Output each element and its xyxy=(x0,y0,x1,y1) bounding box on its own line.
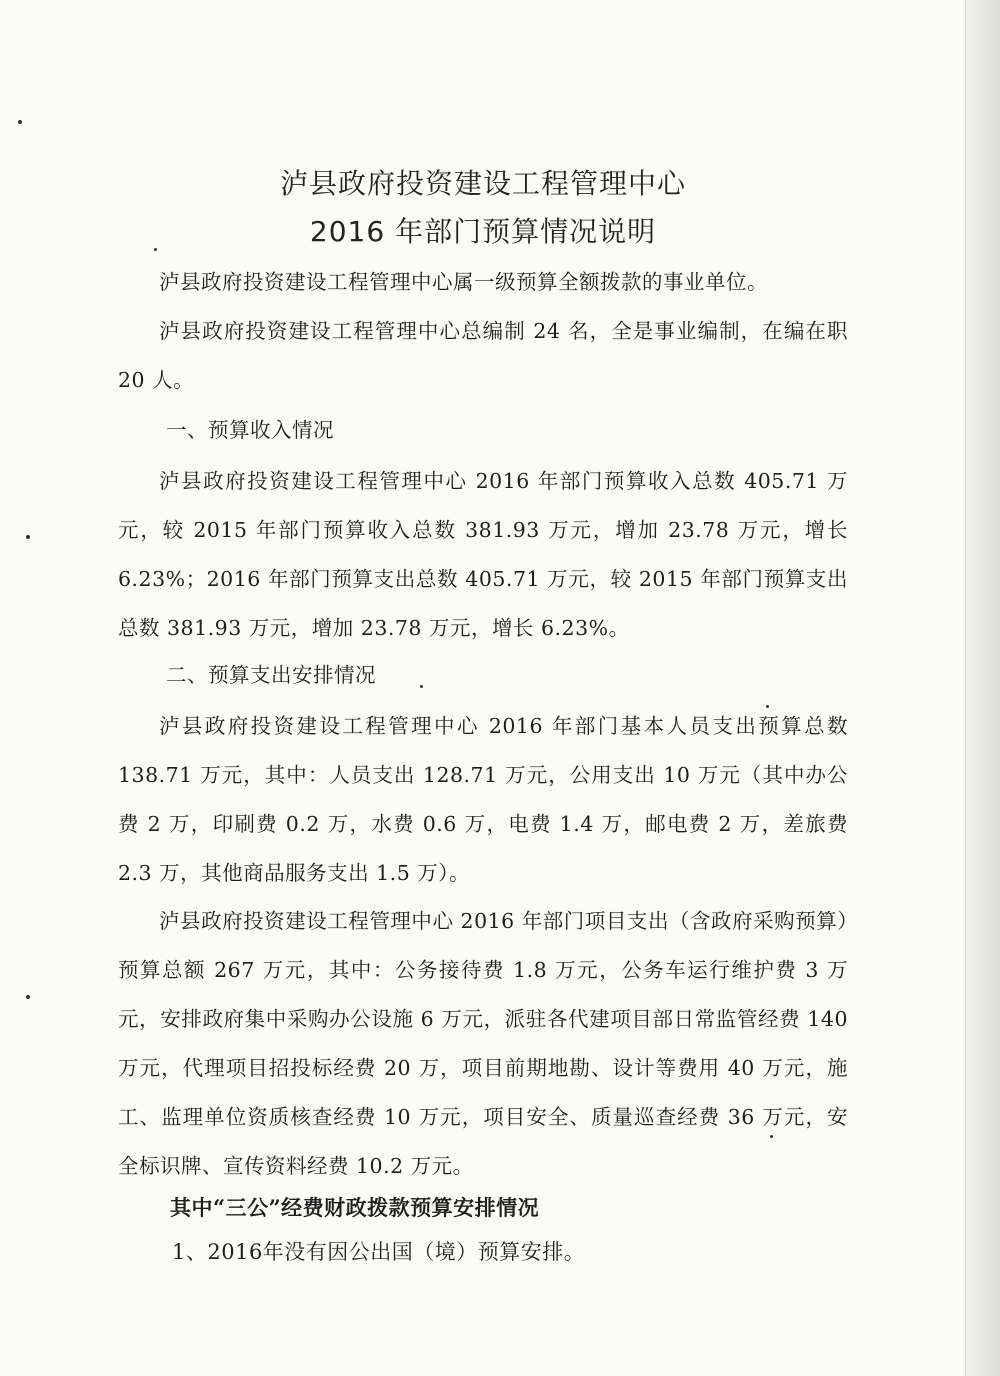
scan-speck xyxy=(18,120,22,124)
scan-speck xyxy=(26,535,30,539)
intro-paragraph-1: 泸县政府投资建设工程管理中心属一级预算全额拨款的事业单位。 xyxy=(159,270,768,294)
section3-heading: 其中“三公”经费财政拨款预算安排情况 xyxy=(170,1195,540,1220)
document-title-line1: 泸县政府投资建设工程管理中心 xyxy=(279,167,686,200)
scan-speck xyxy=(420,685,423,688)
section2-heading: 二、预算支出安排情况 xyxy=(166,663,376,687)
document-title-line2: 2016 年部门预算情况说明 xyxy=(309,215,657,248)
section1-body: 泸县政府投资建设工程管理中心 2016 年部门预算收入总数 405.71 万元，较 2015 年部门预算收入总数 381.93 万元，增加 23.78 万元，增长 6.23%；2016 年部门预算支出总数 405.71 万元，较 2015 年部门预算支出总数 381.93 万元，增加 23.78 万元，增长 6.23%。 xyxy=(118,469,848,640)
intro-paragraph-2: 泸县政府投资建设工程管理中心总编制 24 名，全是事业编制，在编在职 20 人。 xyxy=(118,319,848,392)
scan-speck xyxy=(26,995,30,999)
section3-item-1: 1、2016年没有因公出国（境）预算安排。 xyxy=(172,1240,586,1264)
section1-heading: 一、预算收入情况 xyxy=(166,418,334,442)
section2-body-1: 泸县政府投资建设工程管理中心 2016 年部门基本人员支出预算总数 138.71 万元，其中：人员支出 128.71 万元，公用支出 10 万元（其中办公费 2 万，印刷费 0.2 万，水费 0.6 万，电费 1.4 万，邮电费 2 万，差旅费 2.3 万，其他商品服务支出 1.5 万）。 xyxy=(118,714,848,885)
section2-body-2: 泸县政府投资建设工程管理中心 2016 年部门项目支出（含政府采购预算）预算总额 267 万元，其中：公务接待费 1.8 万元，公务车运行维护费 3 万元，安排政府集中采购办公设施 6 万元，派驻各代建项目部日常监管经费 140 万元，代理项目招投标经费 20 万，项目前期地勘、设计等费用 40 万元，施工、监理单位资质核查经费 10 万元，项目安全、质量巡查经费 36 万元，安全标识牌、宣传资料经费 10.2 万元。 xyxy=(118,909,848,1178)
scan-page-edge xyxy=(965,0,1000,1376)
